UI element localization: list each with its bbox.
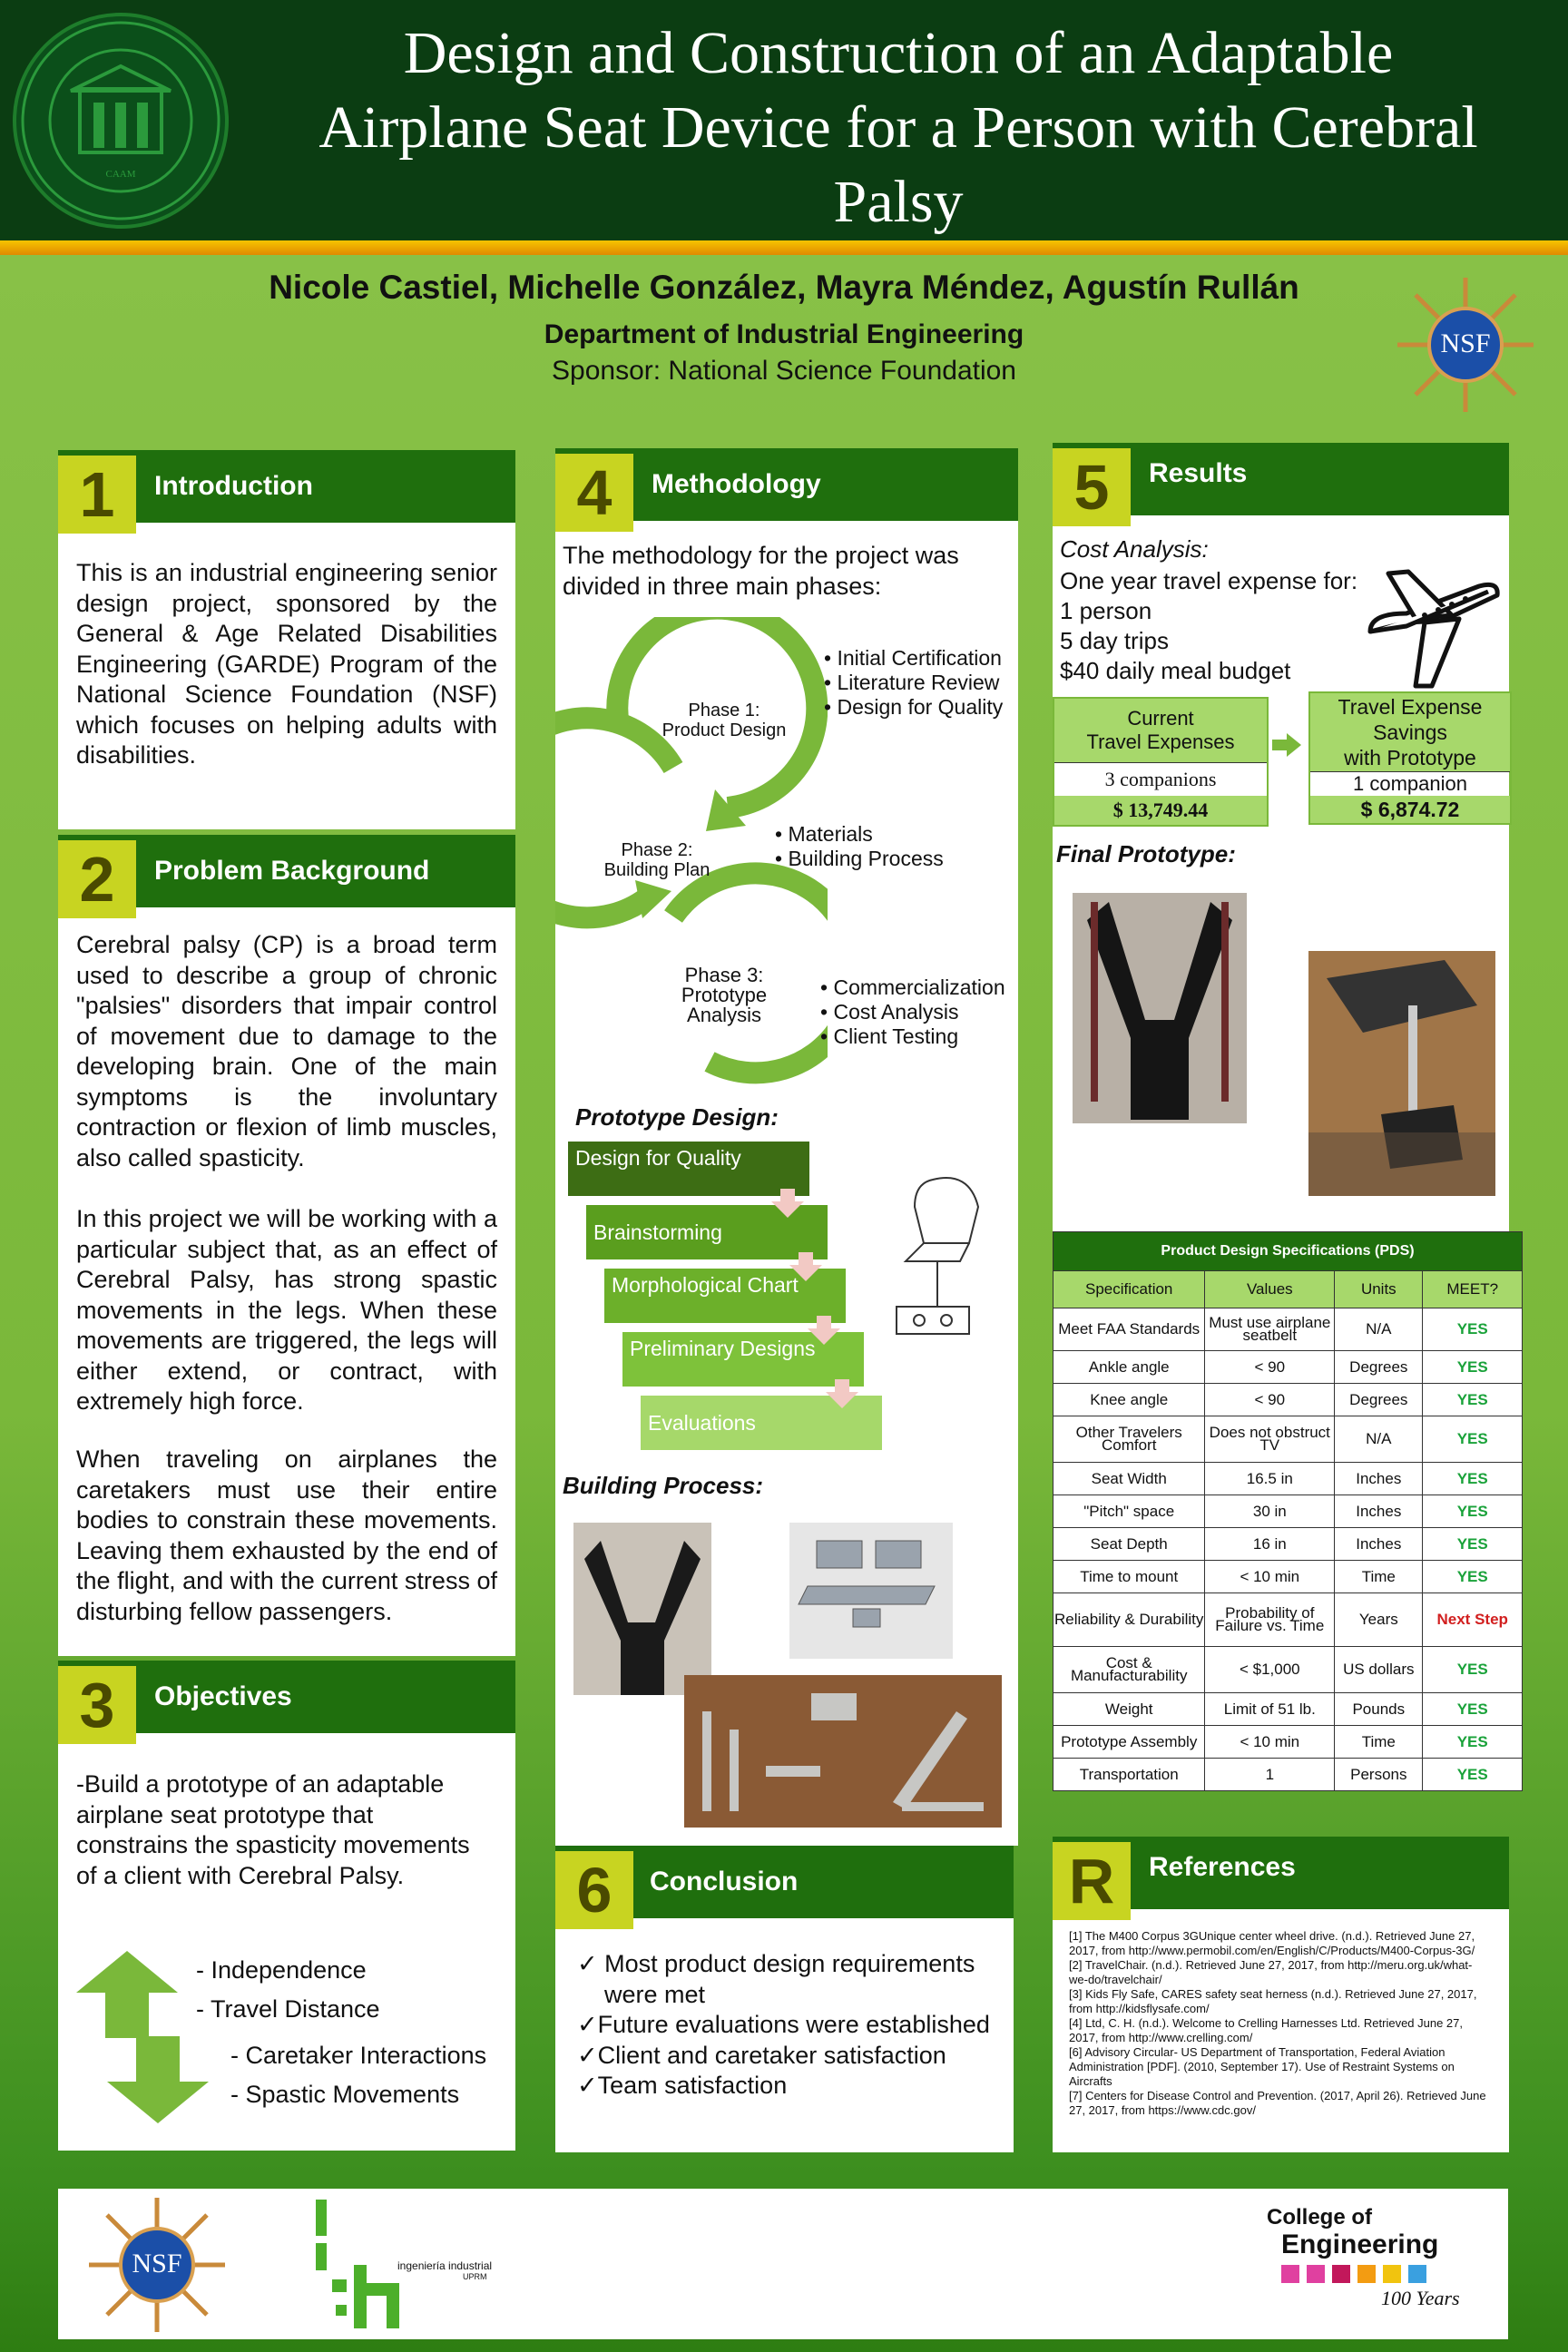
- reference-item: [7] Centers for Disease Control and Prevention. (2017, April 26). Retrieved June 27, 2017, from https://www.cdc.gov/: [1069, 2089, 1486, 2117]
- phase-item: • Design for Quality: [824, 695, 1004, 719]
- phase-item: • Initial Certification: [824, 646, 1002, 670]
- pds-cell: Transportation: [1054, 1759, 1205, 1791]
- pds-cell: Inches: [1335, 1495, 1423, 1528]
- pds-table: [1053, 1231, 1523, 1791]
- pds-row: [1054, 1647, 1523, 1693]
- final-harness-photo: [1073, 893, 1247, 1123]
- pds-cell: YES: [1423, 1647, 1523, 1693]
- sponsor: Sponsor: National Science Foundation: [552, 356, 1016, 386]
- pds-row: [1054, 1351, 1523, 1384]
- phase-label-text: Phase 1: Product Design: [662, 701, 787, 740]
- cost-line: 5 day trips: [1060, 627, 1169, 654]
- conclusion-item: ✓Future evaluations were established: [577, 2011, 990, 2038]
- section-number: 2: [58, 840, 136, 918]
- flow-arrows: [762, 1189, 871, 1425]
- section-number: 5: [1053, 448, 1131, 526]
- iiu-logo: [299, 2192, 526, 2337]
- section-title: Conclusion: [650, 1867, 799, 1896]
- prototype-design-label: Prototype Design:: [575, 1103, 779, 1131]
- pds-cell: Must use airplane seatbelt: [1205, 1308, 1335, 1351]
- pds-cell: Seat Width: [1054, 1463, 1205, 1495]
- introduction-text: This is an industrial engineering senior design project, sponsored by the General & Age Related Disabilities Engineering (GARDE) Program of the National Science Foundation (NSF) which focuses on helping adults with disabilities.: [76, 559, 497, 769]
- phase-label-text: Phase 3: Prototype Analysis: [681, 964, 768, 1026]
- flow-step: Design for Quality: [568, 1142, 809, 1196]
- cost-line: $40 daily meal budget: [1060, 657, 1291, 684]
- check-icon: ✓: [577, 2011, 598, 2038]
- header-stripe: [0, 240, 1568, 255]
- cost-line: 1 person: [1060, 597, 1152, 624]
- pds-row: [1054, 1384, 1523, 1416]
- phase-item: • Materials: [775, 822, 873, 846]
- pds-cell: Inches: [1335, 1528, 1423, 1561]
- flow-step: Morphological Chart: [604, 1269, 846, 1323]
- pds-cell: Meet FAA Standards: [1054, 1308, 1205, 1351]
- phase-1-items: [824, 646, 1005, 720]
- down-arrow-icon: [107, 2036, 209, 2123]
- section-title: Problem Background: [154, 856, 430, 886]
- conclusion-item: ✓ Most product design requirements were met: [577, 1950, 975, 2008]
- years-text: 100 Years: [1381, 2287, 1460, 2309]
- university-seal-logo: [13, 13, 229, 229]
- pds-cell: Pounds: [1335, 1693, 1423, 1726]
- nsf-logo-text: NSF: [1440, 328, 1491, 358]
- pds-cell: Ankle angle: [1054, 1351, 1205, 1384]
- pds-cell: US dollars: [1335, 1647, 1423, 1693]
- pds-cell: N/A: [1335, 1308, 1423, 1351]
- pds-row: [1054, 1693, 1523, 1726]
- references-list: [1069, 1929, 1488, 2118]
- phase-item: • Literature Review: [824, 671, 1000, 694]
- cost-analysis-label: Cost Analysis:: [1060, 535, 1209, 563]
- college-of-text: College of: [1267, 2205, 1373, 2230]
- aluminum-parts-photo: [684, 1675, 1002, 1828]
- harness-photo: [573, 1523, 711, 1695]
- pds-cell: 1: [1205, 1759, 1335, 1791]
- pds-cell: 30 in: [1205, 1495, 1335, 1528]
- iiu-sub-text: UPRM: [463, 2272, 487, 2281]
- section-number: 4: [555, 454, 633, 532]
- objective-item: - Spastic Movements: [230, 2081, 460, 2108]
- section-number: 3: [58, 1666, 136, 1744]
- conclusion-item: ✓Client and caretaker satisfaction: [577, 2041, 946, 2069]
- pds-cell: Weight: [1054, 1693, 1205, 1726]
- pds-cell: Limit of 51 lb.: [1205, 1693, 1335, 1726]
- pds-cell: YES: [1423, 1463, 1523, 1495]
- section-title: Introduction: [154, 471, 313, 501]
- background-paragraph: When traveling on airplanes the caretakers must use their entire bodies to constrain these movements. Leaving them exhausted by the end of the flight, and with the current stress of disturbing fellow passengers.: [76, 1446, 497, 1625]
- savings-table: [1308, 691, 1512, 825]
- cad-render-image: [789, 1523, 953, 1659]
- phase-2-label: [584, 840, 730, 880]
- pds-header-cell: Values: [1205, 1271, 1335, 1308]
- pds-cell: Knee angle: [1054, 1384, 1205, 1416]
- phase-1-label: [652, 701, 797, 740]
- pds-row: [1054, 1593, 1523, 1647]
- section-number: 6: [555, 1851, 633, 1929]
- objective-up-list: [196, 1951, 380, 2029]
- current-expense-sub: 3 companions: [1054, 762, 1267, 796]
- pds-cell: YES: [1423, 1384, 1523, 1416]
- final-seat-photo: [1308, 951, 1495, 1196]
- seat-sketch-drawing: [869, 1171, 1005, 1352]
- pds-header-row: [1054, 1271, 1523, 1308]
- objective-item: - Caretaker Interactions: [230, 2042, 487, 2069]
- phase-2-items: [775, 822, 956, 871]
- pds-cell: < 90: [1205, 1384, 1335, 1416]
- pds-cell: YES: [1423, 1308, 1523, 1351]
- pds-cell: Cost & Manufacturability: [1054, 1647, 1205, 1693]
- seal-short-text: CAAM: [105, 169, 136, 180]
- pds-header-cell: Units: [1335, 1271, 1423, 1308]
- section-title: References: [1149, 1852, 1296, 1882]
- current-expense-head: Current Travel Expenses: [1054, 699, 1267, 762]
- phase-item: • Client Testing: [820, 1024, 959, 1048]
- flow-step: Brainstorming: [586, 1205, 828, 1259]
- reference-item: [1] The M400 Corpus 3GUnique center wheel drive. (n.d.). Retrieved June 27, 2017, from http://www.permobil.com/en/English/C/Products/M400-Corpus-3G/: [1069, 1929, 1475, 1957]
- college-icon-row: [1281, 2265, 1474, 2283]
- poster-title: [245, 16, 1552, 240]
- check-icon: ✓: [577, 2041, 598, 2069]
- pds-cell: 16 in: [1205, 1528, 1335, 1561]
- background-paragraph: In this project we will be working with a particular subject that, as an effect of Cerebral Palsy, has strong spastic movements in the legs. When these movements are triggered, the legs will either extend, or contract, with extremely high force.: [76, 1205, 497, 1415]
- pds-cell: Inches: [1335, 1463, 1423, 1495]
- final-prototype-label: Final Prototype:: [1056, 840, 1236, 867]
- title-line: Palsy: [833, 169, 964, 235]
- pds-header-cell: Specification: [1054, 1271, 1205, 1308]
- pds-cell: Years: [1335, 1593, 1423, 1647]
- pds-cell: Degrees: [1335, 1351, 1423, 1384]
- current-expense-table: [1053, 697, 1269, 827]
- section-title: Methodology: [652, 469, 821, 499]
- cost-line: One year travel expense for:: [1060, 567, 1358, 594]
- pds-cell: < 90: [1205, 1351, 1335, 1384]
- pds-cell: Prototype Assembly: [1054, 1726, 1205, 1759]
- methodology-text: The methodology for the project was divided in three main phases:: [563, 542, 959, 600]
- pds-cell: < 10 min: [1205, 1561, 1335, 1593]
- pds-row: [1054, 1416, 1523, 1463]
- section-number: R: [1053, 1842, 1131, 1920]
- pds-row: [1054, 1561, 1523, 1593]
- flow-step: Evaluations: [641, 1396, 882, 1450]
- phase-item: • Cost Analysis: [820, 1000, 959, 1024]
- pds-cell: Time: [1335, 1726, 1423, 1759]
- pds-cell: Time to mount: [1054, 1561, 1205, 1593]
- up-arrow-icon: [76, 1951, 178, 2038]
- pds-cell: Other Travelers Comfort: [1054, 1416, 1205, 1463]
- pds-cell: 16.5 in: [1205, 1463, 1335, 1495]
- pds-cell: < $1,000: [1205, 1647, 1335, 1693]
- pds-cell: Next Step: [1423, 1593, 1523, 1647]
- flow-step: Preliminary Designs: [622, 1332, 864, 1387]
- title-line: Design and Construction of an Adaptable: [403, 20, 1394, 86]
- pds-cell: Reliability & Durability: [1054, 1593, 1205, 1647]
- arrow-right-icon: [1272, 733, 1301, 757]
- background-paragraph: Cerebral palsy (CP) is a broad term used to describe a group of chronic "palsies" disorders that impair control of movement due to damage to the developing brain. One of the main symptoms is the involuntary contraction or flexion of limb muscles, also called spasticity.: [76, 931, 497, 1171]
- title-line: Airplane Seat Device for a Person with Cerebral: [318, 94, 1478, 161]
- section-title: Results: [1149, 458, 1248, 488]
- pds-cell: Degrees: [1335, 1384, 1423, 1416]
- check-icon: ✓: [577, 1950, 605, 1977]
- pds-cell: < 10 min: [1205, 1726, 1335, 1759]
- reference-item: [3] Kids Fly Safe, CARES safety seat herness (n.d.). Retrieved June 27, 2017, from http://kidsflysafe.com/: [1069, 1987, 1477, 2015]
- pds-cell: YES: [1423, 1495, 1523, 1528]
- pds-cell: YES: [1423, 1693, 1523, 1726]
- reference-item: [6] Advisory Circular- US Department of Transportation, Federal Aviation Administration [PDF]. (2010, September 17). Use of Restraint Systems on Aircrafts: [1069, 2045, 1455, 2088]
- authors: Nicole Castiel, Michelle González, Mayra Méndez, Agustín Rullán: [269, 269, 1299, 306]
- pds-cell: Probability of Failure vs. Time: [1205, 1593, 1335, 1647]
- airplane-icon: [1352, 568, 1504, 691]
- pds-cell: "Pitch" space: [1054, 1495, 1205, 1528]
- nsf-logo: [1388, 272, 1543, 417]
- pds-cell: YES: [1423, 1759, 1523, 1791]
- pds-cell: Does not obstruct TV: [1205, 1416, 1335, 1463]
- pds-row: [1054, 1308, 1523, 1351]
- phase-item: • Commercialization: [820, 975, 1005, 999]
- reference-item: [2] TravelChair. (n.d.). Retrieved June 27, 2017, from http://meru.org.uk/what-we-do/travelchair/: [1069, 1958, 1473, 1986]
- cost-lines: [1060, 566, 1357, 686]
- conclusion-list: [577, 1949, 1004, 2102]
- objective-item: - Independence: [196, 1956, 367, 1984]
- phase-item: • Building Process: [775, 847, 944, 870]
- pds-cell: YES: [1423, 1561, 1523, 1593]
- department: Department of Industrial Engineering: [544, 319, 1024, 349]
- pds-row: [1054, 1759, 1523, 1791]
- objectives-text: -Build a prototype of an adaptable airplane seat prototype that constrains the spasticity movements of a client with Cerebral Palsy.: [76, 1770, 470, 1889]
- pds-header-cell: MEET?: [1423, 1271, 1523, 1308]
- iiu-text: ingeniería industrial: [397, 2259, 493, 2272]
- savings-sub: 1 companion: [1310, 771, 1510, 796]
- objective-down-list: [230, 2036, 486, 2114]
- reference-item: [4] Ltd, C. H. (n.d.). Welcome to Crelling Harnesses Ltd. Retrieved June 27, 2017, from http://www.crelling.com/: [1069, 2016, 1464, 2044]
- college-engineering-logo: [1265, 2205, 1474, 2332]
- pds-row: [1054, 1528, 1523, 1561]
- pds-cell: Seat Depth: [1054, 1528, 1205, 1561]
- check-icon: ✓: [577, 2072, 598, 2099]
- pds-cell: YES: [1423, 1416, 1523, 1463]
- engineering-text: Engineering: [1281, 2230, 1439, 2259]
- pds-cell: Time: [1335, 1561, 1423, 1593]
- nsf-footer-text: NSF: [132, 2249, 182, 2278]
- pds-cell: YES: [1423, 1726, 1523, 1759]
- section-number: 1: [58, 456, 136, 534]
- pds-row: [1054, 1495, 1523, 1528]
- phase-3-items: [820, 975, 1020, 1049]
- pds-row: [1054, 1726, 1523, 1759]
- pds-row: [1054, 1463, 1523, 1495]
- savings-head: Travel Expense Savings with Prototype: [1310, 693, 1510, 771]
- pds-title: Product Design Specifications (PDS): [1054, 1232, 1523, 1271]
- section-title: Objectives: [154, 1681, 292, 1711]
- pds-cell: YES: [1423, 1528, 1523, 1561]
- pds-cell: Persons: [1335, 1759, 1423, 1791]
- nsf-footer-logo: [80, 2192, 234, 2337]
- current-expense-value: $ 13,749.44: [1054, 796, 1267, 825]
- building-process-label: Building Process:: [563, 1472, 764, 1499]
- pds-cell: N/A: [1335, 1416, 1423, 1463]
- conclusion-item: ✓Team satisfaction: [577, 2072, 788, 2099]
- phase-label-text: Phase 2: Building Plan: [603, 840, 710, 880]
- savings-value: $ 6,874.72: [1310, 796, 1510, 823]
- phase-3-label: [661, 965, 788, 1025]
- pds-cell: YES: [1423, 1351, 1523, 1384]
- objective-item: - Travel Distance: [196, 1995, 380, 2023]
